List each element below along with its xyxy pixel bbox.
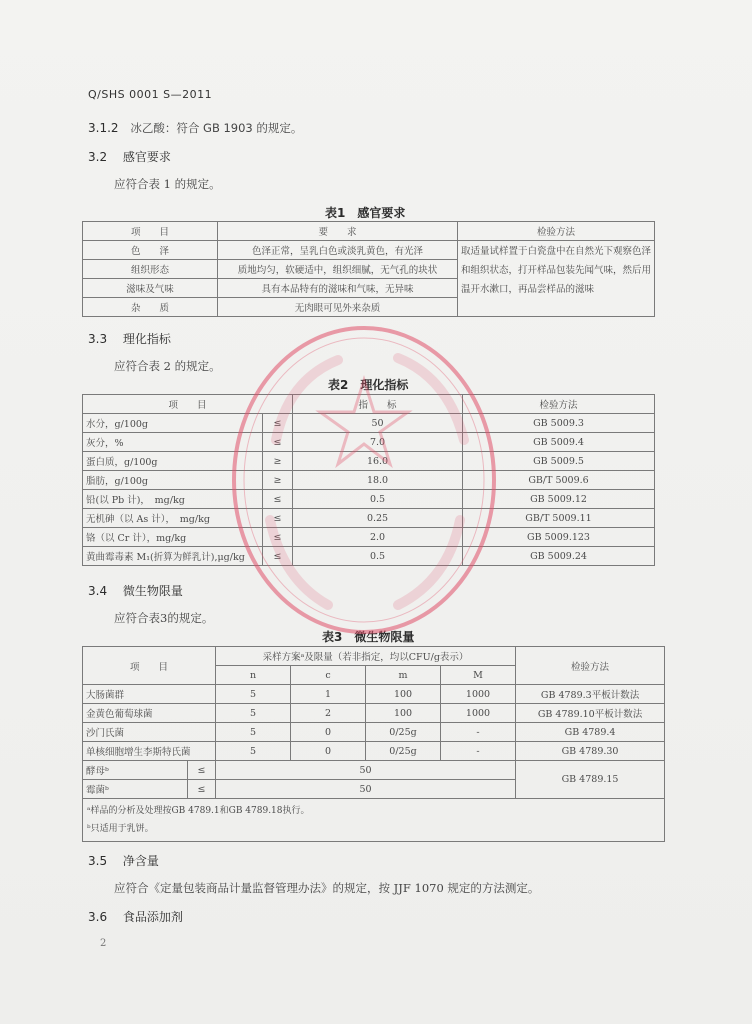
method-cell: GB 5009.24 [463,547,655,566]
table-row [83,471,655,490]
header-requirement: 要 求 [218,222,458,241]
n-cell: 5 [216,742,291,761]
c-cell: 2 [291,704,366,723]
value-cell: 18.0 [293,471,463,490]
M-cell: - [441,742,516,761]
header-method: 检验方法 [458,222,655,241]
microbial-table [82,646,665,842]
item-cell: 霉菌ᵇ [83,780,188,799]
note-a: ᵃ样品的分析及处理按GB 4789.1和GB 4789.18执行。 [87,806,310,816]
value-cell: 50 [293,414,463,433]
item-cell: 单核细胞增生李斯特氏菌 [83,742,216,761]
table-header-row [83,222,655,241]
item-cell: 无机砷（以 As 计）， mg/kg [83,509,263,528]
method-cell: 取适量试样置于白瓷盘中在自然光下观察色泽和组织状态，打开样品包装先闻气味，然后用温开水漱口，再品尝样品的滋味 [458,241,655,317]
sign-cell: ≤ [263,509,293,528]
section-3-5-heading [88,852,159,869]
table-header-row [83,395,655,414]
m-cell: 100 [366,704,441,723]
item-cell: 杂 质 [83,298,218,317]
clause-text: 冰乙酸：符合 GB 1903 的规定。 [130,121,303,135]
section-3-4-heading [88,582,183,599]
table-row [83,685,665,704]
m-cell: 0/25g [366,723,441,742]
method-cell: GB 4789.3平板计数法 [516,685,665,704]
section-number: 3.6 [88,910,108,924]
method-cell: GB/T 5009.6 [463,471,655,490]
item-cell: 脂肪，g/100g [83,471,263,490]
M-cell: 1000 [441,685,516,704]
table-row [83,761,665,780]
section-3-3-body: 应符合表 2 的规定。 [114,359,221,373]
sign-cell: ≤ [188,780,216,799]
item-cell: 酵母ᵇ [83,761,188,780]
section-number: 3.4 [88,584,108,598]
item-cell: 灰分，% [83,433,263,452]
sign-cell: ≤ [263,433,293,452]
section-3-2-heading [88,148,171,165]
section-title: 食品添加剂 [122,910,183,924]
method-cell: GB 5009.3 [463,414,655,433]
table1-caption: 表1 感官要求 [325,206,406,220]
method-cell: GB 4789.4 [516,723,665,742]
item-cell: 沙门氏菌 [83,723,216,742]
item-cell: 滋味及气味 [83,279,218,298]
c-cell: 1 [291,685,366,704]
header-indicator: 指 标 [293,395,463,414]
method-cell: GB 4789.30 [516,742,665,761]
limit-cell: 50 [216,761,516,780]
table-row [83,241,655,260]
sign-cell: ≤ [263,414,293,433]
method-cell: GB 5009.123 [463,528,655,547]
n-cell: 5 [216,723,291,742]
sign-cell: ≤ [263,528,293,547]
method-cell: GB 5009.5 [463,452,655,471]
page-number: 2 [100,938,107,949]
section-number: 3.3 [88,332,108,346]
method-cell: GB 5009.4 [463,433,655,452]
table-row [83,723,665,742]
header-c: c [291,666,366,685]
table-row [83,452,655,471]
n-cell: 5 [216,704,291,723]
section-title: 微生物限量 [122,584,183,598]
table2-caption: 表2 理化指标 [328,378,409,392]
item-cell: 铅(以 Pb 计)， mg/kg [83,490,263,509]
clause-number: 3.1.2 [88,121,119,135]
section-title: 理化指标 [122,332,171,346]
item-cell: 大肠菌群 [83,685,216,704]
section-3-4-body: 应符合表3的规定。 [114,611,214,625]
physicochemical-table [82,394,655,566]
header-method: 检验方法 [463,395,655,414]
table-header-row [83,647,665,666]
sign-cell: ≤ [263,490,293,509]
table-row [83,704,665,723]
table-row [83,414,655,433]
item-cell: 黄曲霉毒素 M₁(折算为鲜乳计),μg/kg [83,547,263,566]
header-item: 项 目 [83,395,293,414]
sign-cell: ≥ [263,452,293,471]
note-b: ᵇ只适用于乳饼。 [87,824,154,834]
sign-cell: ≤ [263,547,293,566]
header-item: 项 目 [83,647,216,685]
section-3-2-body: 应符合表 1 的规定。 [114,177,221,191]
header-sampling-plan: 采样方案ᵃ及限量（若非指定，均以CFU/g表示） [216,647,516,666]
section-3-5-body: 应符合《定量包装商品计量监督管理办法》的规定，按 JJF 1070 规定的方法测定。 [114,881,540,895]
m-cell: 0/25g [366,742,441,761]
requirement-cell: 色泽正常，呈乳白色或淡乳黄色，有光泽 [218,241,458,260]
method-cell: GB 5009.12 [463,490,655,509]
requirement-cell: 具有本品特有的滋味和气味，无异味 [218,279,458,298]
table3-caption: 表3 微生物限量 [322,630,415,644]
section-title: 净含量 [122,854,159,868]
sign-cell: ≤ [188,761,216,780]
table-note [83,799,665,842]
table-row [83,433,655,452]
value-cell: 0.25 [293,509,463,528]
standard-number: Q/SHS 0001 S—2011 [88,88,213,101]
limit-cell: 50 [216,780,516,799]
table-note-row [83,799,665,842]
item-cell: 铬（以 Cr 计），mg/kg [83,528,263,547]
sign-cell: ≥ [263,471,293,490]
section-3-6-heading [88,908,183,925]
item-cell: 金黄色葡萄球菌 [83,704,216,723]
value-cell: 16.0 [293,452,463,471]
c-cell: 0 [291,723,366,742]
header-M: M [441,666,516,685]
item-cell: 蛋白质，g/100g [83,452,263,471]
value-cell: 2.0 [293,528,463,547]
value-cell: 7.0 [293,433,463,452]
M-cell: 1000 [441,704,516,723]
value-cell: 0.5 [293,490,463,509]
c-cell: 0 [291,742,366,761]
table-row [83,509,655,528]
table-row [83,528,655,547]
header-method: 检验方法 [516,647,665,685]
item-cell: 水分，g/100g [83,414,263,433]
M-cell: - [441,723,516,742]
m-cell: 100 [366,685,441,704]
requirement-cell: 质地均匀，软硬适中，组织细腻，无气孔的块状 [218,260,458,279]
header-item: 项 目 [83,222,218,241]
method-cell: GB 4789.15 [516,761,665,799]
n-cell: 5 [216,685,291,704]
section-number: 3.2 [88,150,108,164]
method-cell: GB/T 5009.11 [463,509,655,528]
header-n: n [216,666,291,685]
method-cell: GB 4789.10平板计数法 [516,704,665,723]
sensory-table [82,221,655,317]
requirement-cell: 无肉眼可见外来杂质 [218,298,458,317]
table-row [83,742,665,761]
item-cell: 色 泽 [83,241,218,260]
section-3-3-heading [88,330,171,347]
section-title: 感官要求 [122,150,171,164]
item-cell: 组织形态 [83,260,218,279]
value-cell: 0.5 [293,547,463,566]
clause-3-1-2 [88,120,302,136]
header-m: m [366,666,441,685]
section-number: 3.5 [88,854,108,868]
table-row [83,547,655,566]
table-row [83,490,655,509]
